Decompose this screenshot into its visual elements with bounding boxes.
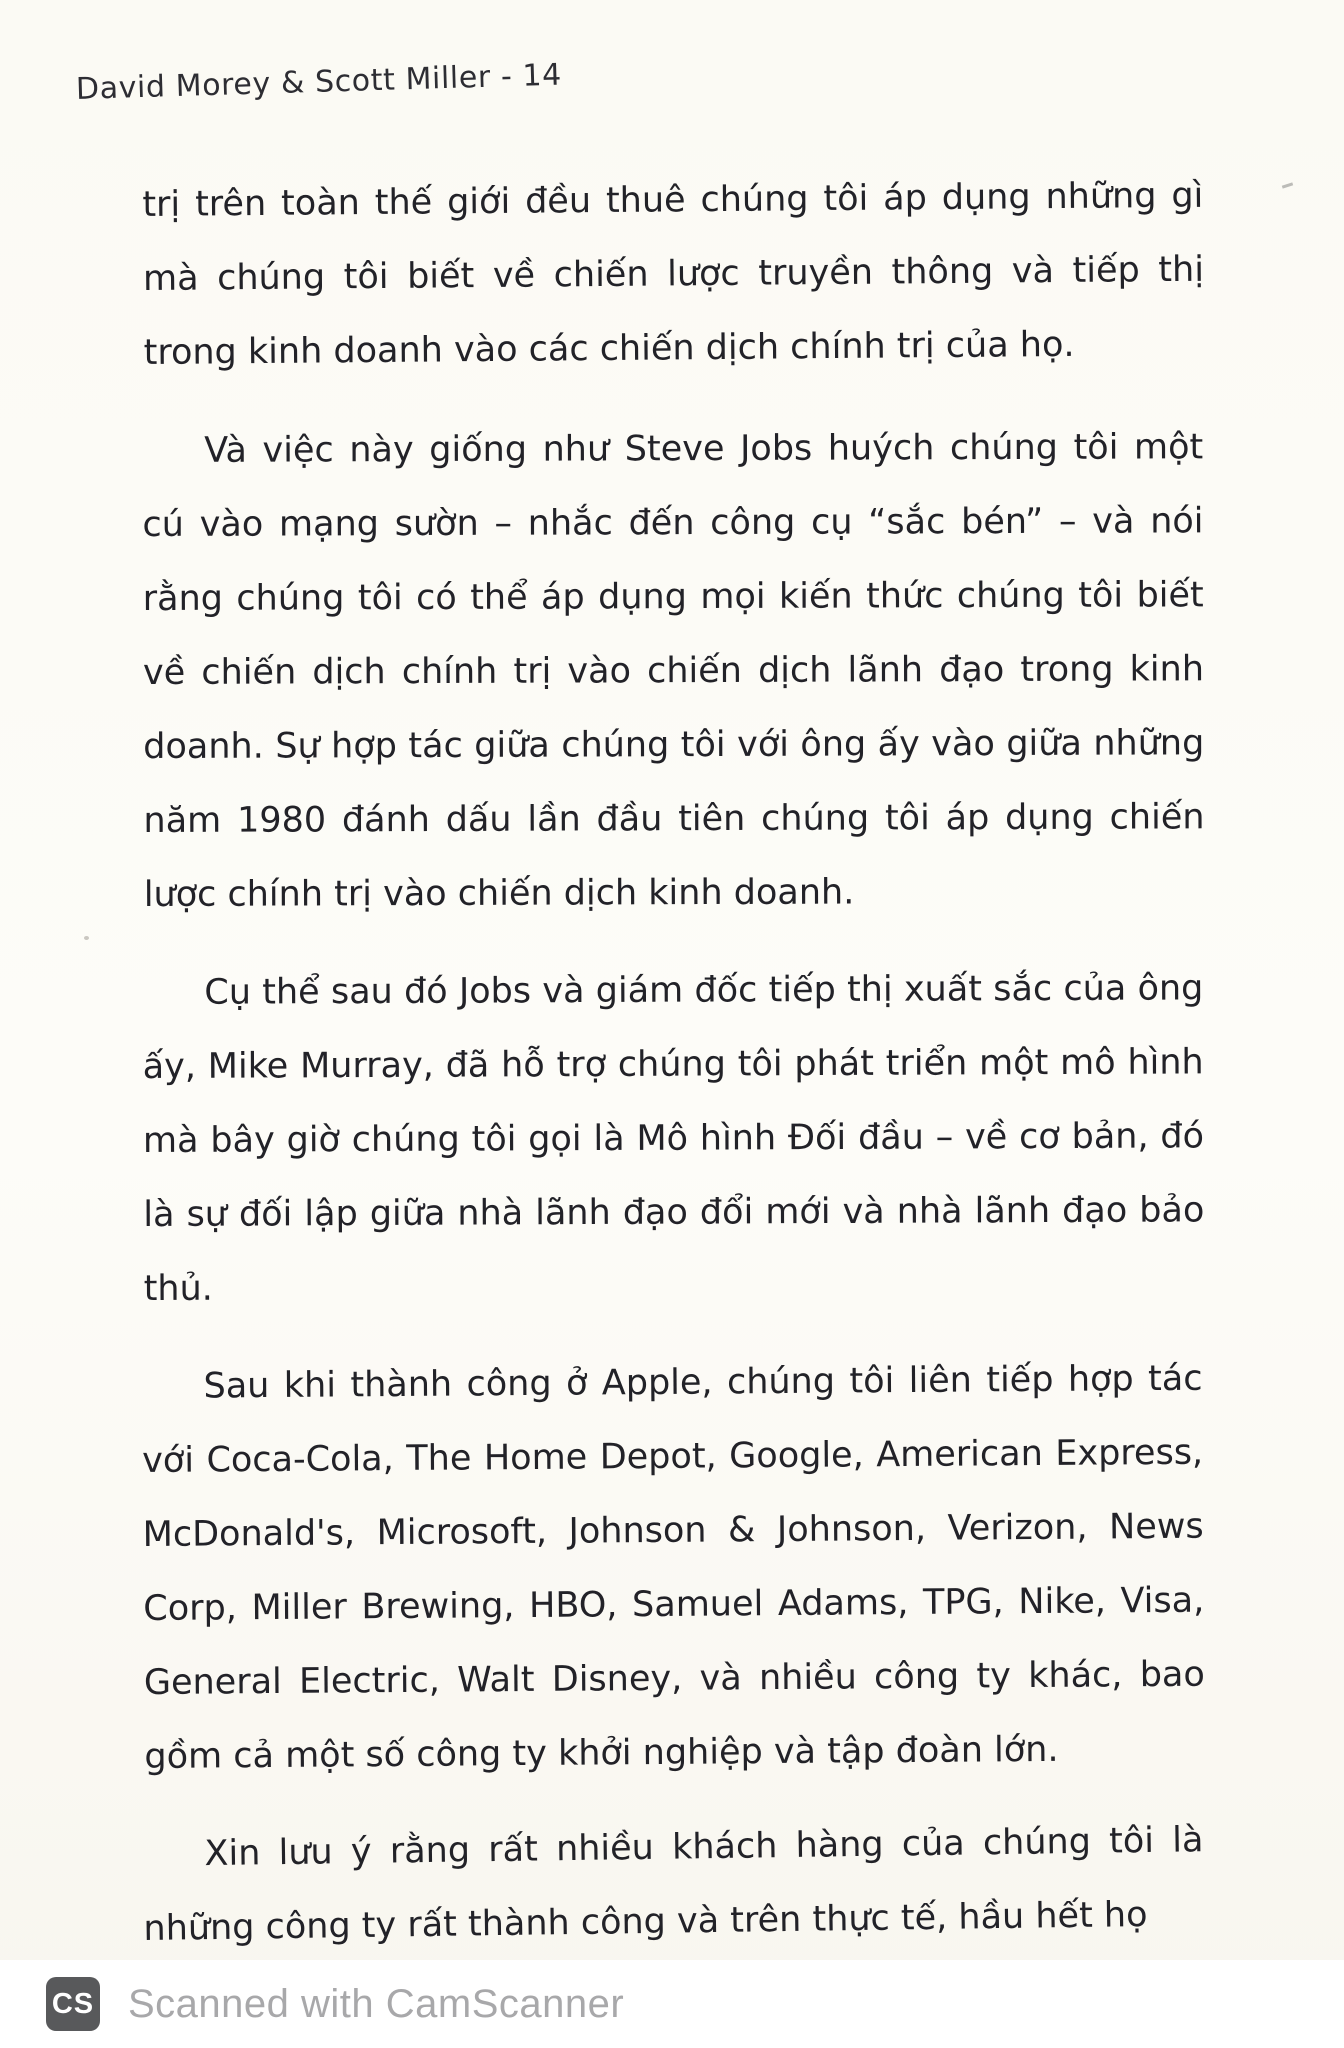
page-body-text <box>143 168 1204 1990</box>
running-header: David Morey & Scott Miller - 14 <box>75 57 563 107</box>
scan-artifact-dash <box>1282 182 1293 188</box>
camscanner-watermark-text: Scanned with CamScanner <box>128 1981 625 2026</box>
camscanner-logo-icon: CS <box>46 1977 100 2031</box>
paragraph: Cụ thể sau đó Jobs và giám đốc tiếp thị xuất sắc của ông ấy, Mike Murray, đã hỗ trợ chúng tôi phát triển một mô hình mà bây giờ chúng tôi gọi là Mô hình Đối đầu – về cơ bản, đó là sự đối lập giữa nhà lãnh đạo đổi mới và nhà lãnh đạo bảo thủ. <box>142 968 1205 1309</box>
paragraph: Và việc này giống như Steve Jobs huých chúng tôi một cú vào mạng sườn – nhắc đến công cụ “sắc bén” – và nói rằng chúng tôi có thể áp dụng mọi kiến thức chúng tôi biết về chiến dịch chính trị vào chiến dịch lãnh đạo trong kinh doanh. Sự hợp tác giữa chúng tôi với ông ấy vào giữa những năm 1980 đánh dấu lần đầu tiên chúng tôi áp dụng chiến lược chính trị vào chiến dịch kinh doanh. <box>142 427 1205 915</box>
paragraph: Sau khi thành công ở Apple, chúng tôi liên tiếp hợp tác với Coca-Cola, The Home Depot, Google, American Express, McDonald's, Microsoft, Johnson & Johnson, Verizon, News Corp, Miller Brewing, HBO, Samuel Adams, TPG, Nike, Visa, General Electric, Walt Disney, và nhiều công ty khác, bao gồm cả một số công ty khởi nghiệp và tập đoàn lớn. <box>141 1358 1205 1777</box>
paragraph: trị trên toàn thế giới đều thuê chúng tôi áp dụng những gì mà chúng tôi biết về chiến lược truyền thông và tiếp thị trong kinh doanh vào các chiến dịch chính trị của họ. <box>142 175 1205 373</box>
scan-artifact-dot <box>84 936 89 940</box>
camscanner-watermark-bar <box>0 1960 1344 2048</box>
paragraph: Xin lưu ý rằng rất nhiều khách hàng của chúng tôi là những công ty rất thành công và trên thực tế, hầu hết họ <box>143 1820 1204 1949</box>
